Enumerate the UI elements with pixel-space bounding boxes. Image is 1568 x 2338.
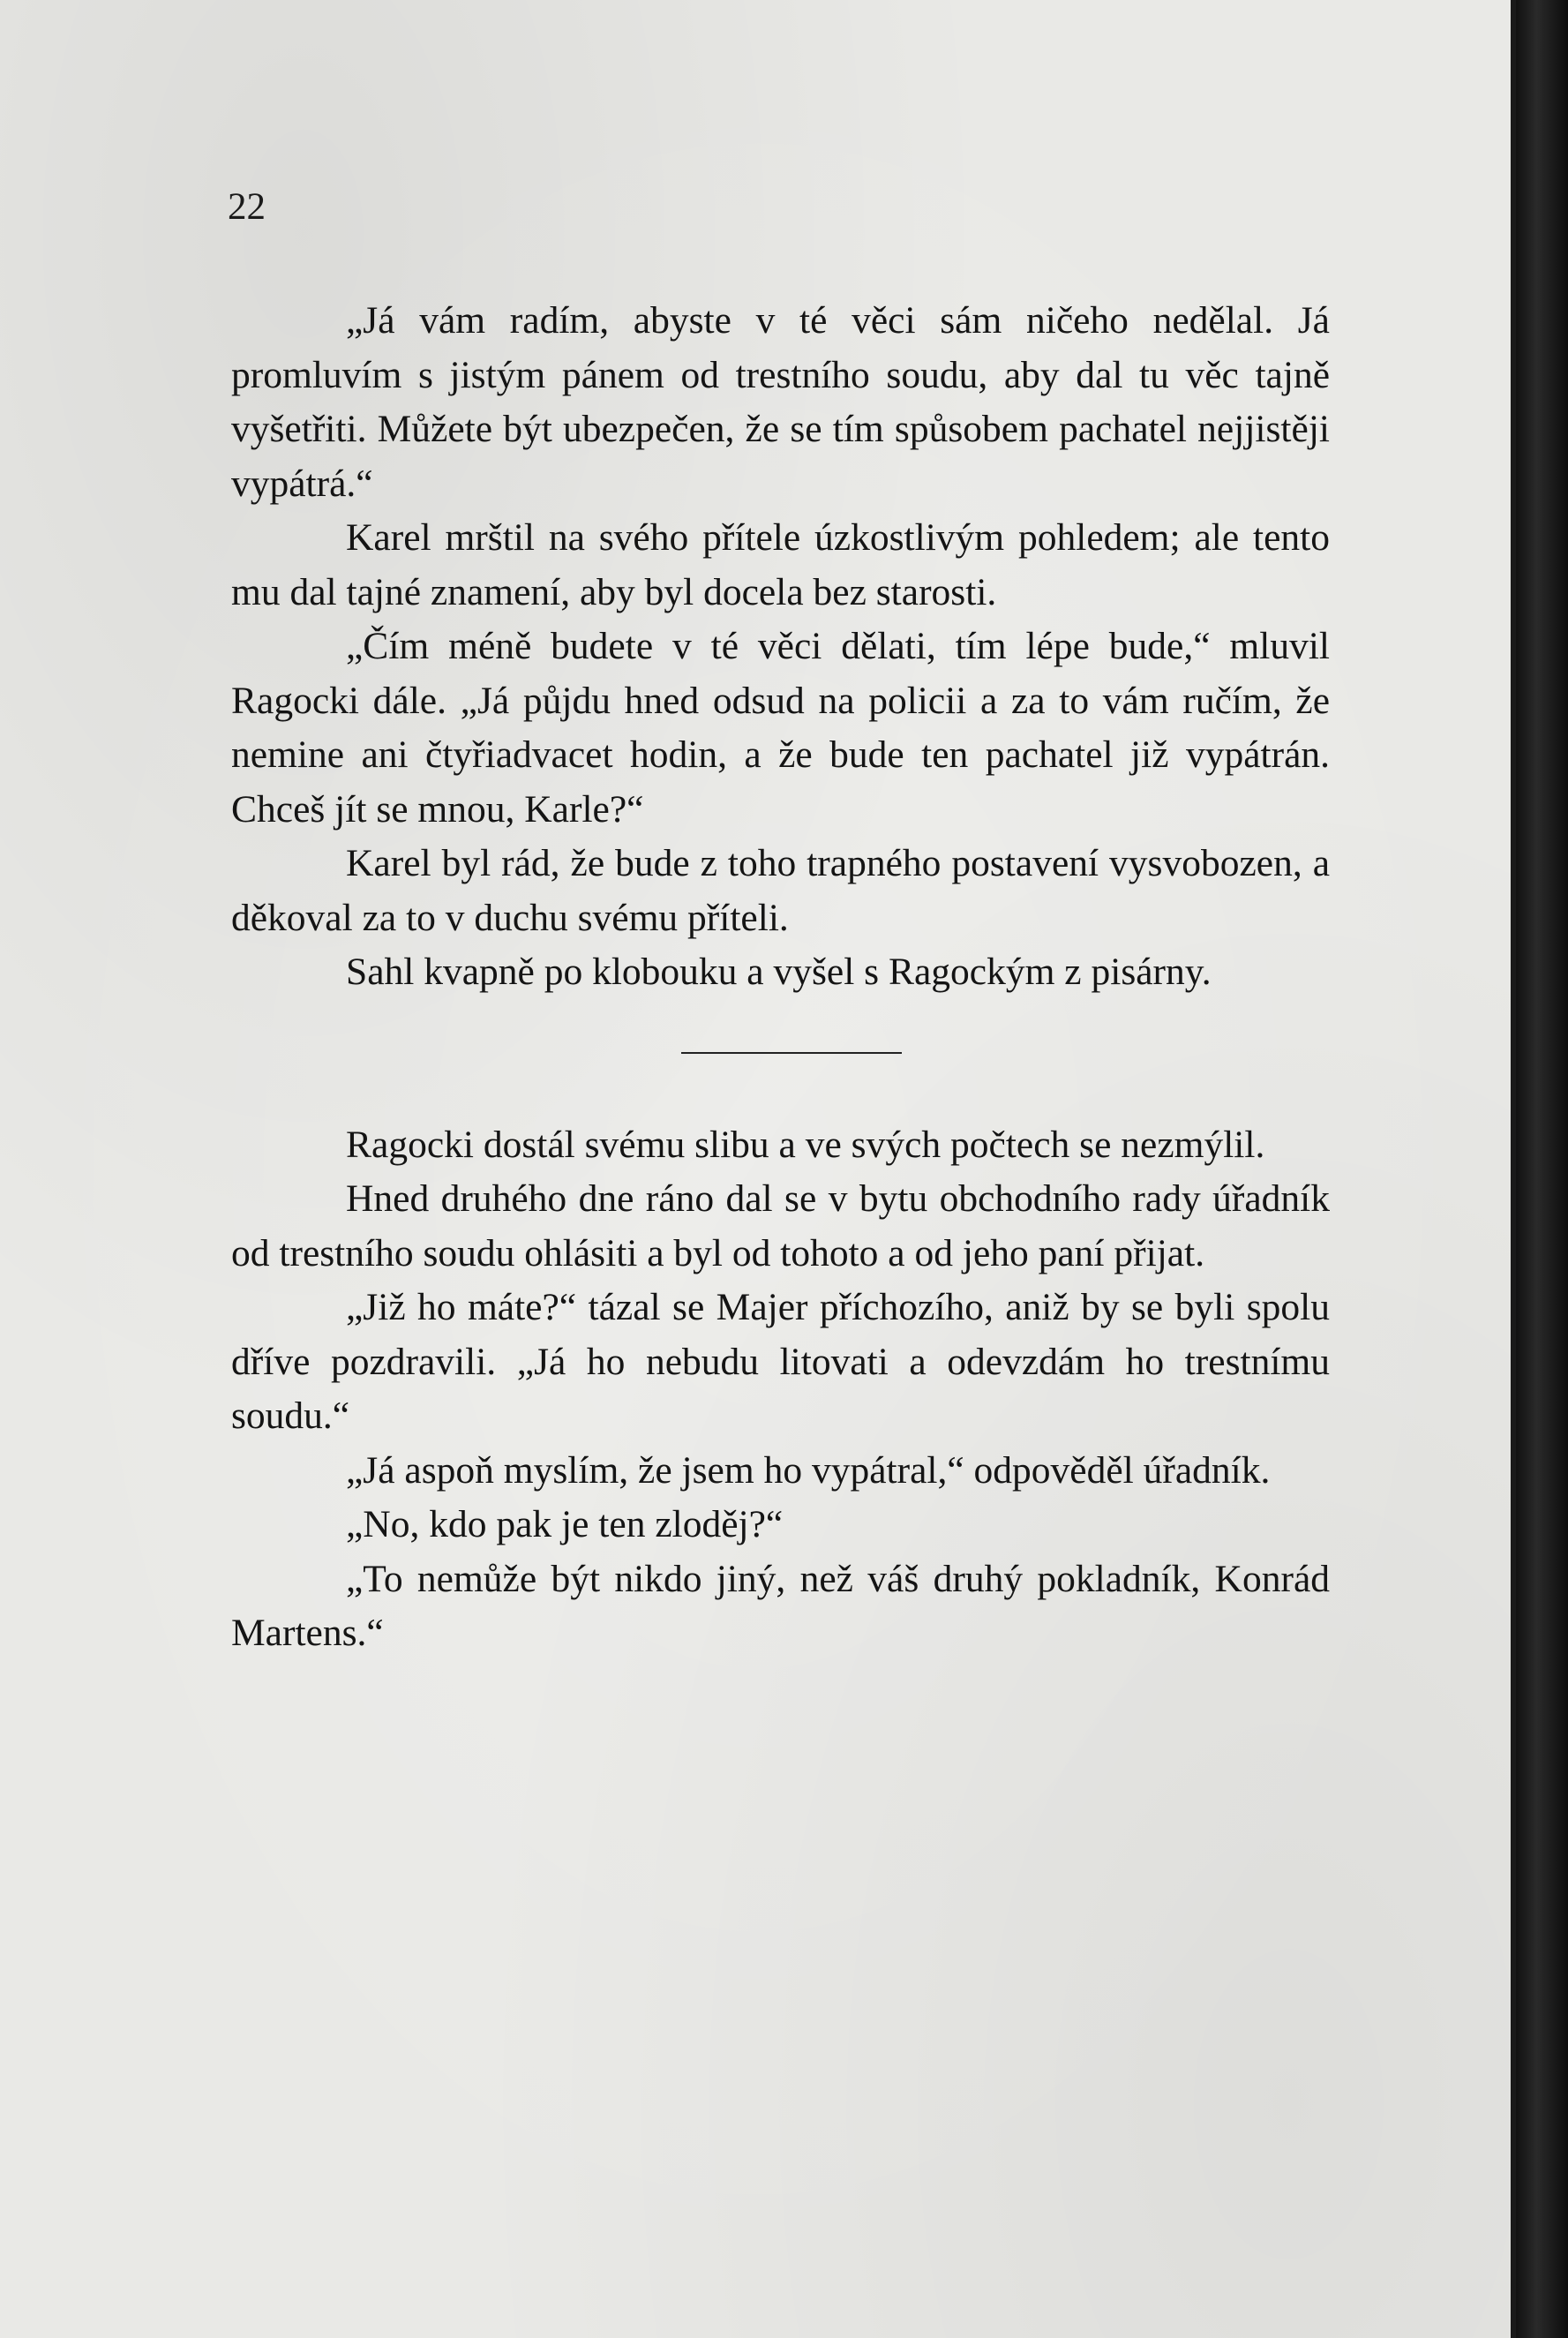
page-number: 22 [228, 186, 266, 228]
paragraph: Sahl kvapně po klobouku a vyšel s Ragockým z pisárny. [346, 951, 1212, 993]
paragraph: „Čím méně budete v té věci dělati, tím lépe bude,“ mluvil Ragocki dále. „Já půjdu hned odsud na policii a za to vám ručím, že nemine ani čtyřiadvacet hodin, a že bude ten pachatel již vypátrán. Chceš jít se mnou, Karle?“ [231, 625, 1330, 831]
paragraph: Karel mrštil na svého přítele úzkostlivým pohledem; ale tento mu dal tajné znamení, aby byl docela bez starosti. [231, 516, 1330, 613]
paragraph: Karel byl rád, že bude z toho trapného postavení vysvobozen, a děkoval za to v duchu svému příteli. [231, 842, 1330, 939]
section-divider [681, 1052, 902, 1054]
paragraph: Ragocki dostál svému slibu a ve svých počtech se nezmýlil. [346, 1123, 1265, 1166]
paragraph: „Již ho máte?“ tázal se Majer příchozího, aniž by se byli spolu dříve pozdravili. „Já ho nebudu litovati a odevzdám ho trestnímu soudu.“ [231, 1286, 1330, 1437]
paragraph: „No, kdo pak je ten zloděj?“ [346, 1503, 784, 1545]
paragraph: „Já vám radím, abyste v té věci sám ničeho nedělal. Já promluvím s jistým pánem od trestního soudu, aby dal tu věc tajně vyšetřiti. Můžete být ubezpečen, že se tím spůsobem pachatel nejjistěji vypátrá.“ [231, 299, 1330, 505]
book-spine [1516, 0, 1568, 2338]
paragraph: „To nemůže být nikdo jiný, než váš druhý pokladník, Konrád Martens.“ [231, 1557, 1330, 1654]
paragraph: „Já aspoň myslím, že jsem ho vypátral,“ odpověděl úřadník. [346, 1448, 1271, 1492]
paragraph: Hned druhého dne ráno dal se v bytu obchodního rady úřadník od trestního soudu ohlásiti a byl od tohoto a od jeho paní přijat. [231, 1177, 1330, 1274]
page-text [231, 294, 1330, 1661]
